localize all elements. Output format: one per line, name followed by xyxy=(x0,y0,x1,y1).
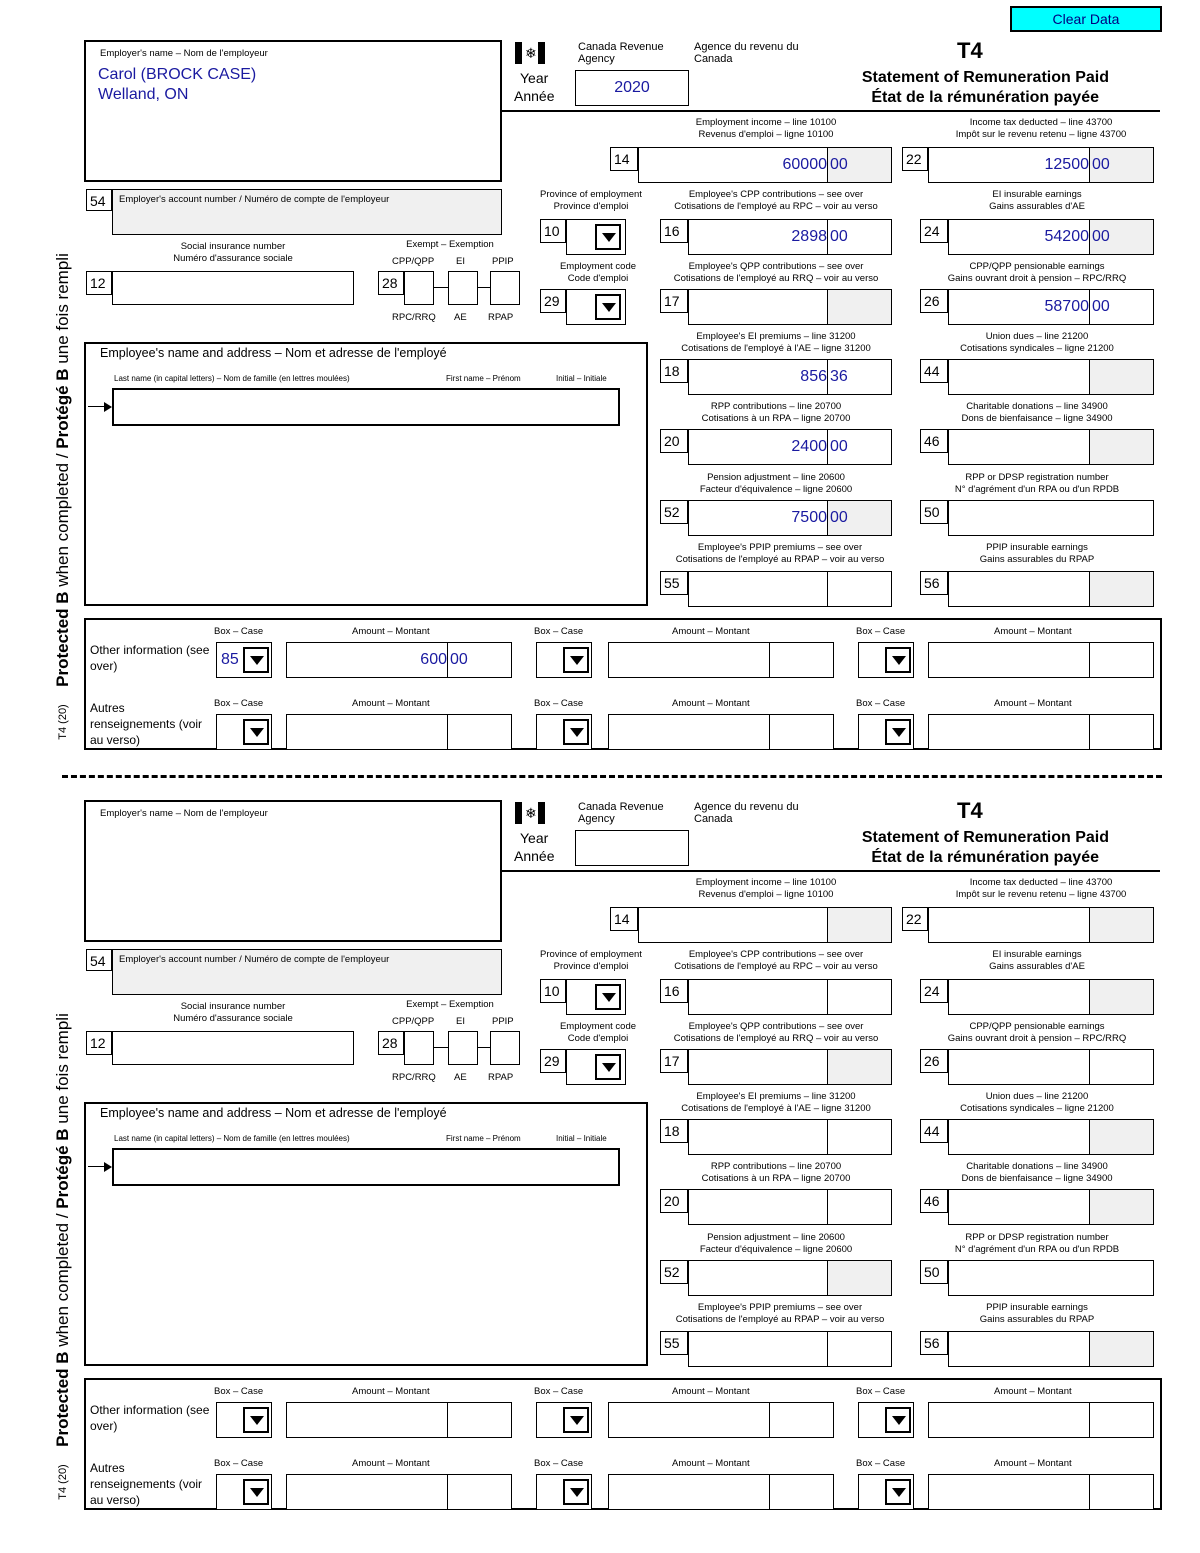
t4-slip xyxy=(0,760,1200,1520)
box18-caption: Employee's EI premiums – line 31200 Cotisations de l'employé à l'AE – ligne 31200 xyxy=(681,331,871,354)
box28-rpc-label: RPC/RRQ xyxy=(392,1072,436,1083)
chevron-down-icon[interactable] xyxy=(595,1054,621,1080)
chevron-down-icon[interactable] xyxy=(595,294,621,320)
box14-employment-income[interactable] xyxy=(638,907,892,943)
box12-number: 12 xyxy=(86,271,112,295)
box50-rpp-registration[interactable] xyxy=(948,1260,1154,1296)
amount-label: Amount – Montant xyxy=(352,1386,430,1397)
box56-number: 56 xyxy=(920,571,948,595)
box50-caption: RPP or DPSP registration number N° d'agrément d'un RPA ou d'un RPDB xyxy=(954,472,1120,495)
box44-caption: Union dues – line 21200 Cotisations syndicales – ligne 21200 xyxy=(960,1091,1114,1114)
box16-cpp-contributions[interactable] xyxy=(688,979,892,1015)
box17-number: 17 xyxy=(660,1049,688,1073)
box22-number: 22 xyxy=(902,907,928,931)
other3-amount[interactable] xyxy=(928,1402,1154,1438)
agency-fr: Agence du revenu du Canada xyxy=(694,801,799,825)
other4-box-select[interactable] xyxy=(216,714,272,750)
form-code: T4 xyxy=(957,38,983,63)
box20-caption: RPP contributions – line 20700 Cotisations à un RPA – ligne 20700 xyxy=(701,1161,851,1184)
year-label-en: Year xyxy=(520,70,549,86)
box28-number: 28 xyxy=(378,1031,404,1055)
employee-lastname-label: Last name (in capital letters) – Nom de famille (en lettres moulées) xyxy=(114,374,350,383)
chevron-down-icon[interactable] xyxy=(595,224,621,250)
box24-ei-insurable[interactable]: 54200 00 xyxy=(948,219,1154,255)
box20-number: 20 xyxy=(660,429,688,453)
box29-number: 29 xyxy=(540,1049,566,1073)
cut-line xyxy=(62,775,1162,778)
box46-charitable-donations[interactable] xyxy=(948,1189,1154,1225)
box26-number: 26 xyxy=(920,289,948,313)
box26-number: 26 xyxy=(920,1049,948,1073)
title-fr: État de la rémunération payée xyxy=(871,89,1099,106)
box22-income-tax[interactable] xyxy=(928,907,1154,943)
chevron-down-icon[interactable] xyxy=(243,1479,269,1505)
box10-caption: Province of employment Province d'emploi xyxy=(540,949,642,972)
clear-data-button[interactable]: Clear Data xyxy=(1010,6,1162,32)
box55-number: 55 xyxy=(660,571,688,595)
box17-qpp-contributions[interactable] xyxy=(688,289,892,325)
title-fr: État de la rémunération payée xyxy=(871,849,1099,866)
box-case-label: Box – Case xyxy=(534,626,584,637)
employee-name-address-box xyxy=(84,1102,648,1366)
chevron-down-icon[interactable] xyxy=(885,719,911,745)
canada-flag-icon: ❄ xyxy=(515,42,545,64)
box28-link xyxy=(478,287,490,288)
other1-amount[interactable]: 600 00 xyxy=(286,642,512,678)
employee-initial-label: Initial – Initiale xyxy=(556,374,607,383)
amount-label: Amount – Montant xyxy=(352,698,430,709)
header-rule xyxy=(502,870,1160,872)
other2-amount[interactable] xyxy=(608,642,834,678)
box-case-label: Box – Case xyxy=(214,626,264,637)
employee-firstname-label: First name – Prénom xyxy=(446,1134,521,1143)
other5-box-select[interactable] xyxy=(536,714,592,750)
box22-caption: Income tax deducted – line 43700 Impôt sur le revenu retenu – ligne 43700 xyxy=(955,877,1127,900)
agency-en: Canada Revenue Agency xyxy=(578,41,664,65)
chevron-down-icon[interactable] xyxy=(243,647,269,673)
employee-box-title: Employee's name and address – Nom et adresse de l'employé xyxy=(100,1106,447,1120)
box54-number: 54 xyxy=(86,189,112,211)
box10-caption: Province of employment Province d'emploi xyxy=(540,189,642,212)
other5-box-select[interactable] xyxy=(536,1474,592,1510)
other-information-box xyxy=(84,1378,1162,1510)
box28-caption: Exempt – Exemption xyxy=(406,239,494,250)
box10-province-select[interactable] xyxy=(566,979,626,1015)
box24-caption: EI insurable earnings Gains assurables d'AE xyxy=(989,949,1085,972)
box29-employment-code-select[interactable] xyxy=(566,1049,626,1085)
other4-amount[interactable] xyxy=(286,1474,512,1510)
other6-amount[interactable] xyxy=(928,714,1154,750)
chevron-down-icon[interactable] xyxy=(885,1479,911,1505)
box28-ae-label: AE xyxy=(454,1072,467,1083)
box28-rpap-label: RPAP xyxy=(488,1072,514,1083)
box10-number: 10 xyxy=(540,979,566,1003)
box12-number: 12 xyxy=(86,1031,112,1055)
amount-label: Amount – Montant xyxy=(352,1458,430,1469)
form-id-label: T4 (20) xyxy=(57,704,69,740)
box46-caption: Charitable donations – line 34900 Dons de bienfaisance – ligne 34900 xyxy=(961,1161,1113,1184)
box28-rpc-label: RPC/RRQ xyxy=(392,312,436,323)
year-label-fr: Année xyxy=(514,88,555,104)
autres-label: Autres renseignements (voir au verso) xyxy=(90,701,203,747)
other1-amount[interactable] xyxy=(286,1402,512,1438)
other4-box-select[interactable] xyxy=(216,1474,272,1510)
box24-number: 24 xyxy=(920,219,948,243)
other4-amount[interactable] xyxy=(286,714,512,750)
box18-ei-premiums[interactable]: 856 36 xyxy=(688,359,892,395)
box12-caption: Social insurance number Numéro d'assurance sociale xyxy=(173,1001,293,1024)
amount-label: Amount – Montant xyxy=(672,626,750,637)
box28-ppip-label: PPIP xyxy=(492,1016,514,1027)
other6-amount[interactable] xyxy=(928,1474,1154,1510)
protected-b-label: Protected B when completed / Protégé B une fois rempli xyxy=(53,253,72,687)
t4-slip xyxy=(0,0,1200,760)
box52-caption: Pension adjustment – line 20600 Facteur d'équivalence – ligne 20600 xyxy=(699,1232,853,1255)
box28-ae-label: AE xyxy=(454,312,467,323)
other6-box-select[interactable] xyxy=(858,1474,914,1510)
chevron-down-icon[interactable] xyxy=(595,984,621,1010)
other5-amount[interactable] xyxy=(608,1474,834,1510)
chevron-down-icon[interactable] xyxy=(243,719,269,745)
box44-union-dues[interactable] xyxy=(948,1119,1154,1155)
box-case-label: Box – Case xyxy=(856,698,906,709)
box44-union-dues[interactable] xyxy=(948,359,1154,395)
box16-number: 16 xyxy=(660,219,688,243)
box54-employer-account[interactable]: Employer's account number / Numéro de compte de l'employeur xyxy=(112,949,502,995)
chevron-down-icon[interactable] xyxy=(243,1407,269,1433)
box29-caption: Employment code Code d'emploi xyxy=(559,261,637,284)
chevron-down-icon[interactable] xyxy=(563,1479,589,1505)
amount-label: Amount – Montant xyxy=(672,698,750,709)
box14-number: 14 xyxy=(610,147,638,171)
box28-cpp-label: CPP/QPP xyxy=(392,1016,435,1027)
box44-number: 44 xyxy=(920,359,948,383)
agency-fr: Agence du revenu du Canada xyxy=(694,41,799,65)
box56-number: 56 xyxy=(920,1331,948,1355)
box28-cpp-checkbox[interactable] xyxy=(404,1031,434,1065)
box-case-label: Box – Case xyxy=(534,1458,584,1469)
box46-number: 46 xyxy=(920,1189,948,1213)
employee-initial-label: Initial – Initiale xyxy=(556,1134,607,1143)
box-case-label: Box – Case xyxy=(856,1458,906,1469)
form-code: T4 xyxy=(957,798,983,823)
box52-pension-adjustment[interactable]: 7500 00 xyxy=(688,500,892,536)
box52-pension-adjustment[interactable] xyxy=(688,1260,892,1296)
box28-number: 28 xyxy=(378,271,404,295)
amount-label: Amount – Montant xyxy=(994,698,1072,709)
box28-ppip-checkbox[interactable] xyxy=(490,1031,520,1065)
box20-caption: RPP contributions – line 20700 Cotisations à un RPA – ligne 20700 xyxy=(701,401,851,424)
amount-label: Amount – Montant xyxy=(994,1458,1072,1469)
box28-ppip-checkbox[interactable] xyxy=(490,271,520,305)
employee-box-title: Employee's name and address – Nom et adresse de l'employé xyxy=(100,346,447,360)
box29-caption: Employment code Code d'emploi xyxy=(559,1021,637,1044)
year-label-fr: Année xyxy=(514,848,555,864)
amount-label: Amount – Montant xyxy=(672,1386,750,1397)
box14-number: 14 xyxy=(610,907,638,931)
box16-caption: Employee's CPP contributions – see over Cotisations de l'employé au RPC – voir au verso xyxy=(674,949,878,972)
chevron-down-icon[interactable] xyxy=(563,647,589,673)
box28-ei-checkbox[interactable] xyxy=(448,1031,478,1065)
arrow-head-icon xyxy=(104,402,112,412)
box-case-label: Box – Case xyxy=(214,698,264,709)
box46-charitable-donations[interactable] xyxy=(948,429,1154,465)
box50-caption: RPP or DPSP registration number N° d'agrément d'un RPA ou d'un RPDB xyxy=(954,1232,1120,1255)
box17-caption: Employee's QPP contributions – see over Cotisations de l'employé au RRQ – voir au verso xyxy=(673,261,879,284)
employee-firstname-label: First name – Prénom xyxy=(446,374,521,383)
box22-income-tax[interactable]: 12500 00 xyxy=(928,147,1154,183)
box17-number: 17 xyxy=(660,289,688,313)
box28-link xyxy=(434,1047,448,1048)
box22-number: 22 xyxy=(902,147,928,171)
box18-caption: Employee's EI premiums – line 31200 Cotisations de l'employé à l'AE – ligne 31200 xyxy=(681,1091,871,1114)
box-case-label: Box – Case xyxy=(214,1458,264,1469)
box46-number: 46 xyxy=(920,429,948,453)
box16-number: 16 xyxy=(660,979,688,1003)
other2-box-select[interactable] xyxy=(536,1402,592,1438)
box16-cpp-contributions[interactable]: 2898 00 xyxy=(688,219,892,255)
box12-sin-input[interactable] xyxy=(112,271,354,305)
box-case-label: Box – Case xyxy=(214,1386,264,1397)
box29-employment-code-select[interactable] xyxy=(566,289,626,325)
box24-caption: EI insurable earnings Gains assurables d'AE xyxy=(989,189,1085,212)
box-case-label: Box – Case xyxy=(534,698,584,709)
box14-caption: Employment income – line 10100 Revenus d'emploi – ligne 10100 xyxy=(695,117,837,140)
box28-caption: Exempt – Exemption xyxy=(406,999,494,1010)
amount-label: Amount – Montant xyxy=(994,626,1072,637)
other3-amount[interactable] xyxy=(928,642,1154,678)
box50-number: 50 xyxy=(920,500,948,524)
box55-number: 55 xyxy=(660,1331,688,1355)
box56-ppip-insurable[interactable] xyxy=(948,571,1154,607)
box24-ei-insurable[interactable] xyxy=(948,979,1154,1015)
box52-number: 52 xyxy=(660,1260,688,1284)
other2-box-select[interactable] xyxy=(536,642,592,678)
employer-name-line2: Welland, ON xyxy=(98,86,189,103)
other5-amount[interactable] xyxy=(608,714,834,750)
box20-number: 20 xyxy=(660,1189,688,1213)
employer-name-line1: Carol (BROCK CASE) xyxy=(98,66,257,83)
box28-ei-label: EI xyxy=(456,1016,465,1027)
chevron-down-icon[interactable] xyxy=(563,1407,589,1433)
year-label-en: Year xyxy=(520,830,549,846)
box52-number: 52 xyxy=(660,500,688,524)
other3-box-select[interactable] xyxy=(858,1402,914,1438)
box26-caption: CPP/QPP pensionable earnings Gains ouvrant droit à pension – RPC/RRQ xyxy=(947,1021,1127,1044)
box29-number: 29 xyxy=(540,289,566,313)
box10-number: 10 xyxy=(540,219,566,243)
box54-number: 54 xyxy=(86,949,112,971)
form-id-label: T4 (20) xyxy=(57,1464,69,1500)
employee-name-address-box xyxy=(84,342,648,606)
box14-caption: Employment income – line 10100 Revenus d'emploi – ligne 10100 xyxy=(695,877,837,900)
box22-caption: Income tax deducted – line 43700 Impôt sur le revenu retenu – ligne 43700 xyxy=(955,117,1127,140)
employer-name-box[interactable] xyxy=(84,40,502,182)
other6-box-select[interactable] xyxy=(858,714,914,750)
box55-ppip-premiums[interactable] xyxy=(688,571,892,607)
box46-caption: Charitable donations – line 34900 Dons de bienfaisance – ligne 34900 xyxy=(961,401,1113,424)
box26-pensionable-earnings[interactable]: 58700 00 xyxy=(948,289,1154,325)
box20-rpp-contributions[interactable]: 2400 00 xyxy=(688,429,892,465)
chevron-down-icon[interactable] xyxy=(885,647,911,673)
box55-caption: Employee's PPIP premiums – see over Cotisations de l'employé au RPAP – voir au verso xyxy=(675,542,885,565)
year-field[interactable] xyxy=(575,830,689,866)
box28-ei-checkbox[interactable] xyxy=(448,271,478,305)
box20-rpp-contributions[interactable] xyxy=(688,1189,892,1225)
box18-ei-premiums[interactable] xyxy=(688,1119,892,1155)
box52-caption: Pension adjustment – line 20600 Facteur d'équivalence – ligne 20600 xyxy=(699,472,853,495)
amount-label: Amount – Montant xyxy=(352,626,430,637)
box-case-label: Box – Case xyxy=(856,1386,906,1397)
box26-caption: CPP/QPP pensionable earnings Gains ouvrant droit à pension – RPC/RRQ xyxy=(947,261,1127,284)
box16-caption: Employee's CPP contributions – see over Cotisations de l'employé au RPC – voir au verso xyxy=(674,189,878,212)
employer-name-label: Employer's name – Nom de l'employeur xyxy=(100,48,268,59)
box44-number: 44 xyxy=(920,1119,948,1143)
box28-cpp-checkbox[interactable] xyxy=(404,271,434,305)
other-info-label: Other information (see over) xyxy=(90,643,210,673)
year-field[interactable]: 2020 xyxy=(575,70,689,106)
agency-en: Canada Revenue Agency xyxy=(578,801,664,825)
employer-name-box[interactable] xyxy=(84,800,502,942)
title-en: Statement of Remuneration Paid xyxy=(861,829,1109,846)
box56-caption: PPIP insurable earnings Gains assurables du RPAP xyxy=(979,1302,1095,1325)
protected-b-label: Protected B when completed / Protégé B une fois rempli xyxy=(53,1013,72,1447)
employer-name-label: Employer's name – Nom de l'employeur xyxy=(100,808,268,819)
box18-number: 18 xyxy=(660,359,688,383)
amount-label: Amount – Montant xyxy=(672,1458,750,1469)
box28-link xyxy=(434,287,448,288)
other3-box-select[interactable] xyxy=(858,642,914,678)
box56-ppip-insurable[interactable] xyxy=(948,1331,1154,1367)
box24-number: 24 xyxy=(920,979,948,1003)
box17-caption: Employee's QPP contributions – see over Cotisations de l'employé au RRQ – voir au verso xyxy=(673,1021,879,1044)
box14-employment-income[interactable]: 60000 00 xyxy=(638,147,892,183)
box55-ppip-premiums[interactable] xyxy=(688,1331,892,1367)
other2-amount[interactable] xyxy=(608,1402,834,1438)
employee-lastname-label: Last name (in capital letters) – Nom de famille (en lettres moulées) xyxy=(114,1134,350,1143)
box28-ei-label: EI xyxy=(456,256,465,267)
box28-ppip-label: PPIP xyxy=(492,256,514,267)
title-en: Statement of Remuneration Paid xyxy=(861,69,1109,86)
chevron-down-icon[interactable] xyxy=(885,1407,911,1433)
other1-box-select[interactable] xyxy=(216,1402,272,1438)
box55-caption: Employee's PPIP premiums – see over Cotisations de l'employé au RPAP – voir au verso xyxy=(675,1302,885,1325)
box50-rpp-registration[interactable] xyxy=(948,500,1154,536)
box26-pensionable-earnings[interactable] xyxy=(948,1049,1154,1085)
box-case-label: Box – Case xyxy=(534,1386,584,1397)
amount-label: Amount – Montant xyxy=(994,1386,1072,1397)
other-information-box xyxy=(84,618,1162,750)
canada-flag-icon: ❄ xyxy=(515,802,545,824)
arrow-head-icon xyxy=(104,1162,112,1172)
box28-cpp-label: CPP/QPP xyxy=(392,256,435,267)
other-info-label: Other information (see over) xyxy=(90,1403,210,1433)
employee-name-input[interactable] xyxy=(112,388,620,426)
box-case-label: Box – Case xyxy=(856,626,906,637)
box44-caption: Union dues – line 21200 Cotisations syndicales – ligne 21200 xyxy=(960,331,1114,354)
box18-number: 18 xyxy=(660,1119,688,1143)
autres-label: Autres renseignements (voir au verso) xyxy=(90,1461,203,1507)
chevron-down-icon[interactable] xyxy=(563,719,589,745)
box28-link xyxy=(478,1047,490,1048)
header-rule xyxy=(502,110,1160,112)
other1-box-select[interactable]: 85 xyxy=(216,642,272,678)
box28-rpap-label: RPAP xyxy=(488,312,514,323)
box12-caption: Social insurance number Numéro d'assurance sociale xyxy=(173,241,293,264)
box50-number: 50 xyxy=(920,1260,948,1284)
box56-caption: PPIP insurable earnings Gains assurables du RPAP xyxy=(979,542,1095,565)
box17-qpp-contributions[interactable] xyxy=(688,1049,892,1085)
box54-employer-account[interactable]: Employer's account number / Numéro de compte de l'employeur xyxy=(112,189,502,235)
box10-province-select[interactable] xyxy=(566,219,626,255)
box12-sin-input[interactable] xyxy=(112,1031,354,1065)
employee-name-input[interactable] xyxy=(112,1148,620,1186)
